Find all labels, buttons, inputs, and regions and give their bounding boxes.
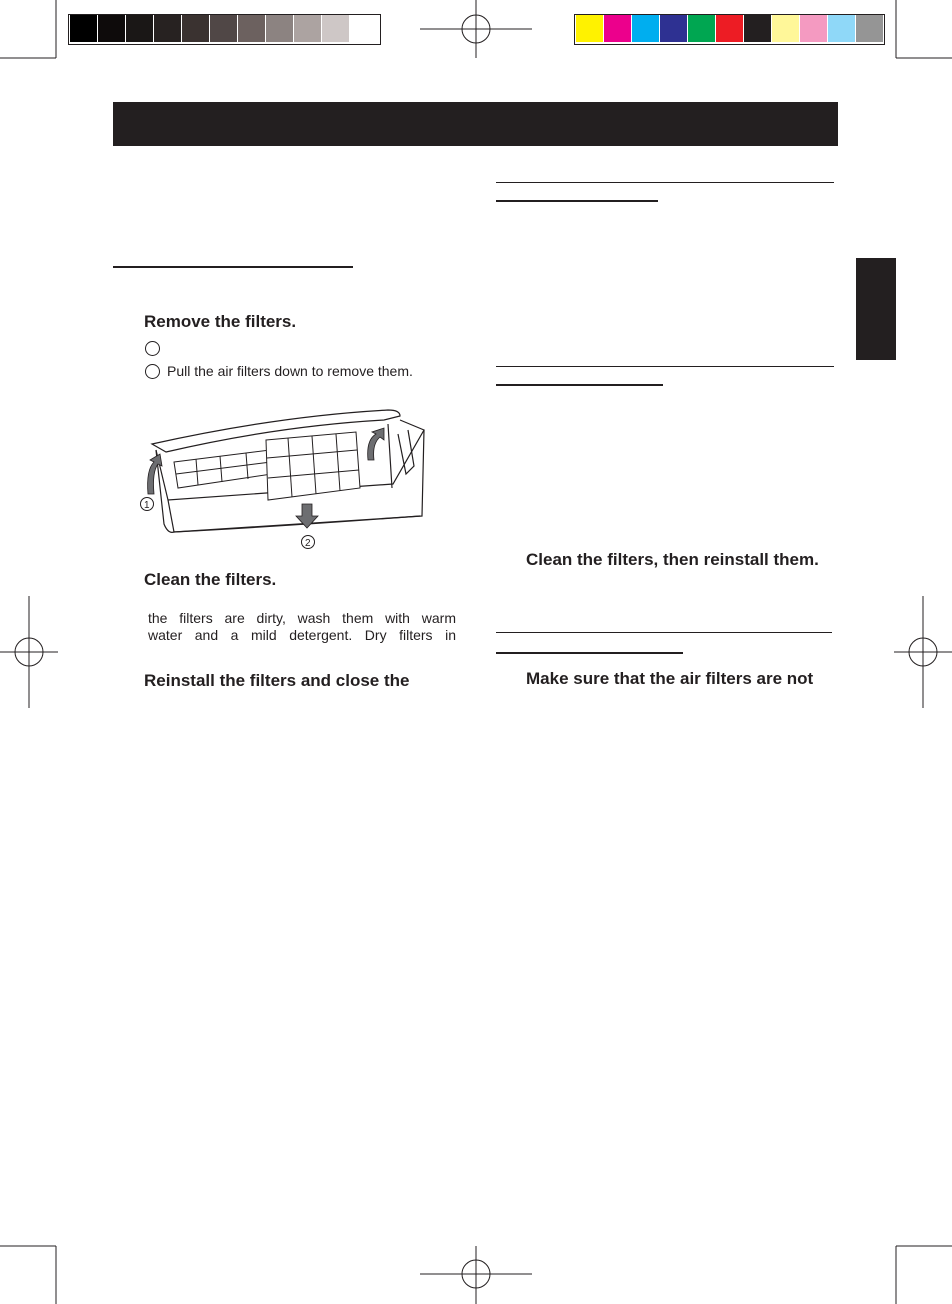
step1-heading: Remove the filters. [144,312,297,331]
step2-heading: Clean the filters. [144,570,277,589]
step3-heading: Reinstall the filters and close the [144,671,410,690]
gray-swatch-3 [126,15,153,42]
gray-swatch-11 [350,15,377,42]
gray-swatch-5 [182,15,209,42]
process-swatch-3 [632,15,659,42]
right-rule-a-long [496,182,834,183]
gray-swatch-4 [154,15,181,42]
gray-swatch-2 [98,15,125,42]
step1-bullet-1 [145,341,160,356]
right-heading-a: Clean the filters, then reinstall them. [526,550,819,569]
right-rule-a-short [496,200,658,202]
right-rule-c-short [496,652,683,654]
process-swatch-9 [800,15,827,42]
process-swatch-10 [828,15,855,42]
gray-swatch-9 [294,15,321,42]
right-rule-c-long [496,632,832,633]
gray-swatch-6 [210,15,237,42]
step2-line-1: the filters are dirty, wash them with warm [148,610,456,626]
process-swatch-1 [576,15,603,42]
section-side-tab [856,258,896,360]
process-swatch-2 [604,15,631,42]
right-rule-b-long [496,366,834,367]
filter-removal-illustration [138,404,428,554]
callout-1: 1 [144,500,150,511]
step1-item-2: Pull the air filters down to remove them. [167,363,413,379]
step1-bullet-2 [145,364,160,379]
process-swatch-8 [772,15,799,42]
left-heading-rule [113,266,353,268]
right-rule-b-short [496,384,663,386]
process-swatch-11 [856,15,883,42]
callout-2: 2 [305,538,311,549]
step2-line-2: water and a mild detergent. Dry filters in [148,627,456,643]
process-swatch-5 [688,15,715,42]
gray-swatch-8 [266,15,293,42]
process-swatch-4 [660,15,687,42]
gray-swatch-7 [238,15,265,42]
process-swatch-6 [716,15,743,42]
process-swatch-7 [744,15,771,42]
right-heading-b: Make sure that the air filters are not [526,669,814,688]
gray-swatch-1 [70,15,97,42]
gray-swatch-10 [322,15,349,42]
section-header-bar [113,102,838,146]
